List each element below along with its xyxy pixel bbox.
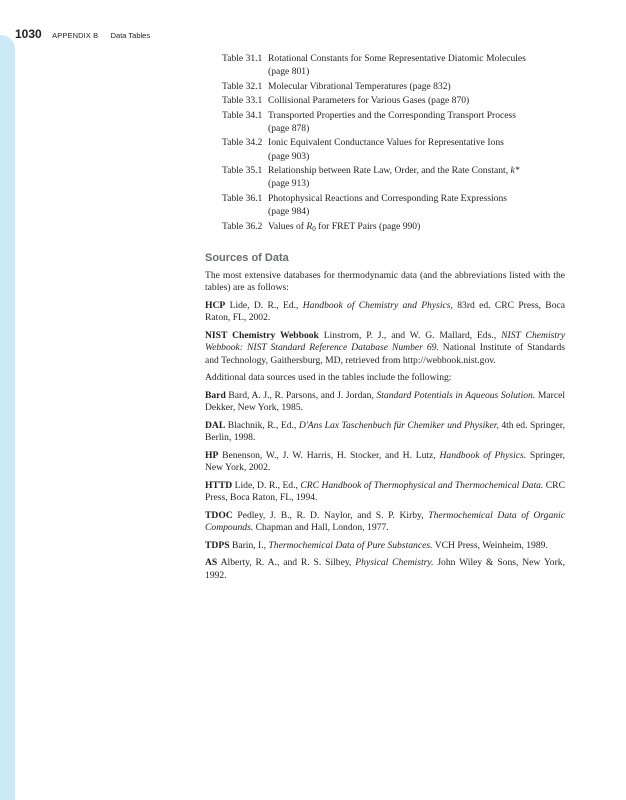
table-number: Table 31.1 — [222, 53, 263, 64]
source-entry-httd: HTTD Lide, D. R., Ed., CRC Handbook of Thermophysical and Thermochemical Data. CRC Press, Boca Raton, FL, 1994. — [205, 479, 565, 504]
header-section: Data Tables — [110, 31, 151, 40]
running-header — [15, 25, 150, 41]
list-item — [205, 220, 565, 233]
table-number: Table 32.1 — [222, 80, 263, 92]
table-number: Table 36.1 — [222, 192, 263, 204]
table-number: Table 36.2 — [222, 220, 263, 232]
table-number: Table 34.1 — [222, 109, 263, 121]
chapter-tab-strip — [0, 35, 15, 800]
table-title: Values of $R_0$ for FRET Pairs (page 990) — [268, 220, 421, 233]
table-number: Table 34.2 — [222, 137, 263, 149]
table-page: (page 903) — [268, 150, 310, 162]
source-entry-hcp: HCP Lide, D. R., Ed., Handbook of Chemistry and Physics, 83rd ed. CRC Press, Boca Raton, FL, 2002. — [205, 299, 566, 324]
tables-list — [205, 52, 565, 233]
source-entry-tdps: TDPS Barin, I., Thermochemical Data of Pure Substances. VCH Press, Weinheim, 1989. — [205, 539, 548, 551]
list-item — [205, 52, 565, 78]
section-heading: Sources of Data — [205, 251, 289, 264]
table-number: Table 33.1 — [222, 95, 263, 107]
list-item — [205, 80, 565, 93]
table-title: Rotational Constants for Some Representative Diatomic Molecules (page 801) — [268, 53, 526, 78]
list-item — [205, 109, 565, 135]
table-page: (page 984) — [268, 206, 310, 218]
additional-sources-intro: Additional data sources used in the tables include the following: — [205, 372, 452, 384]
source-entry-tdoc: TDOC Pedley, J. B., R. D. Naylor, and S. P. Kirby, Thermochemical Data of Organic Compounds. Chapman and Hall, London, 1977. — [205, 509, 565, 534]
table-page: (page 878) — [268, 122, 310, 134]
table-title: Relationship between Rate Law, Order, and the Rate Constant, k* (page 913) — [268, 165, 520, 190]
list-item — [205, 136, 565, 162]
table-title: Molecular Vibrational Temperatures (page 832) — [268, 80, 451, 92]
source-entry-nist: NIST Chemistry Webbook Linstrom, P. J., and W. G. Mallard, Eds., NIST Chemistry Webbook: NIST Standard Reference Database Number 69. National Institute of Standards and Technology, Gaithersburg, MD, retrieved from http://webbook.nist.gov. — [205, 329, 565, 366]
table-number: Table 35.1 — [222, 165, 263, 177]
page-number: 1030 — [15, 27, 42, 41]
list-item — [205, 192, 565, 218]
table-title: Photophysical Reactions and Corresponding Rate Expressions (page 984) — [268, 192, 508, 218]
list-item — [205, 164, 565, 190]
table-title: Collisional Parameters for Various Gases (page 870) — [268, 95, 470, 107]
table-page: (page 913) — [268, 178, 310, 190]
page-content — [205, 52, 565, 587]
header-appendix: APPENDIX B — [52, 31, 99, 40]
table-page: (page 801) — [268, 66, 310, 78]
list-item — [205, 94, 565, 107]
table-title: Ionic Equivalent Conductance Values for Representative Ions (page 903) — [268, 137, 504, 162]
source-entry-as: AS Alberty, R. A., and R. S. Silbey, Physical Chemistry. John Wiley & Sons, New York, 1992. — [205, 556, 565, 581]
source-entry-hp: HP Benenson, W., J. W. Harris, H. Stocker, and H. Lutz, Handbook of Physics. Springer, New York, 2002. — [205, 449, 565, 474]
source-entry-bard: Bard Bard, A. J., R. Parsons, and J. Jordan, Standard Potentials in Aqueous Solution. Marcel Dekker, New York, 1985. — [205, 389, 566, 414]
sources-intro: The most extensive databases for thermodynamic data (and the abbreviations listed with the tables) are as follows: — [205, 269, 565, 294]
table-title: Transported Properties and the Corresponding Transport Process (page 878) — [268, 109, 516, 134]
source-entry-dal: DAL Blachnik, R., Ed., D'Ans Lax Taschenbuch für Chemiker und Physiker, 4th ed. Springer, Berlin, 1998. — [205, 419, 566, 444]
